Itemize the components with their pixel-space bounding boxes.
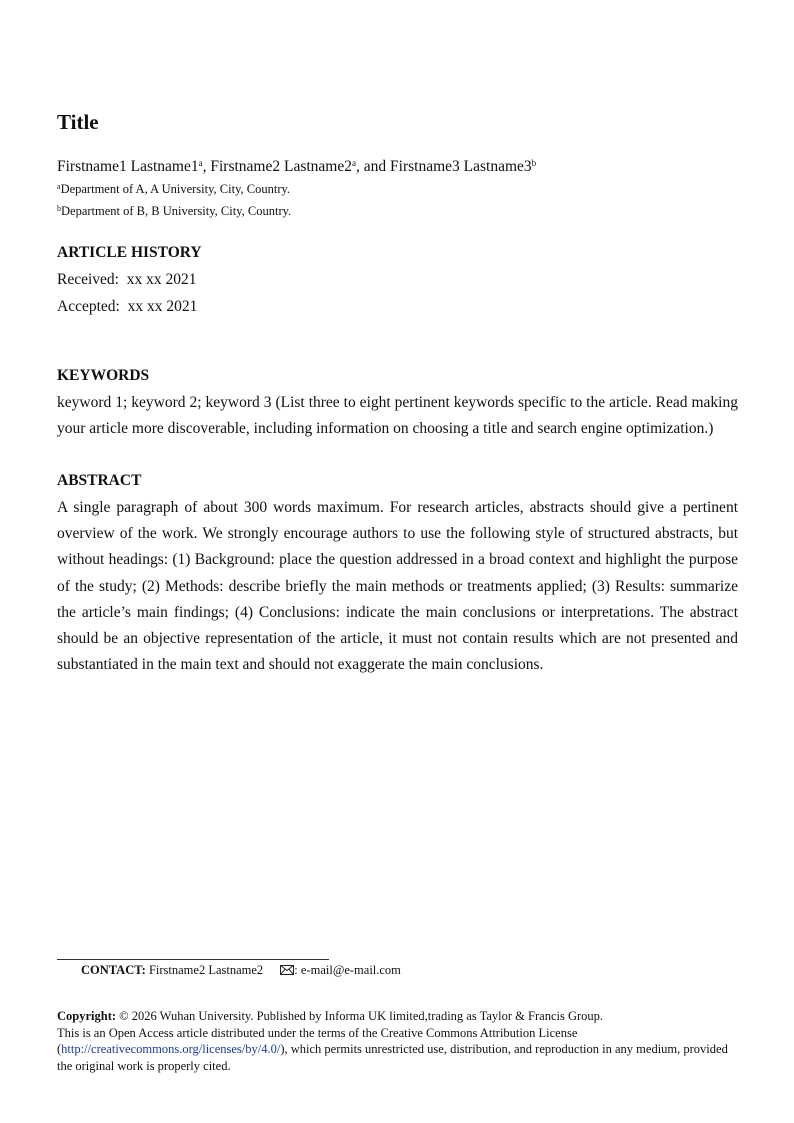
footnote-rule bbox=[57, 959, 329, 960]
copyright-notice bbox=[57, 1008, 738, 1074]
keywords-heading: KEYWORDS bbox=[57, 367, 150, 384]
contact-email: : e-mail@e-mail.com bbox=[294, 963, 401, 977]
affiliation-text: Department of A, A University, City, Country. bbox=[60, 182, 291, 196]
affiliation-mark: b bbox=[531, 158, 537, 168]
contact-label: CONTACT: bbox=[81, 963, 146, 977]
contact-name: Firstname2 Lastname2 bbox=[148, 963, 264, 977]
abstract-text: A single paragraph of about 300 words maximum. For research articles, abstracts should give a pertinent overview of the work. We strongly encourage authors to use the following style of structured abstracts, but without headings: (1) Background: place the question addressed in a broad context and highlight the purpose of the study; (2) Methods: describe briefly the main methods or treatments applied; (3) Results: summarize the article’s main findings; (4) Conclusions: indicate the main conclusions or interpretations. The abstract should be an objective representation of the article, it must not contain results which are not presented and substantiated in the main text and should not exaggerate the main conclusions. bbox=[57, 499, 738, 674]
affiliation-mark: b bbox=[57, 204, 61, 213]
author-separator: , and bbox=[356, 158, 391, 175]
author-list bbox=[57, 158, 536, 176]
affiliation-a bbox=[57, 182, 290, 197]
affiliation-text: Department of B, B University, City, Country. bbox=[61, 204, 292, 218]
accepted-date: Accepted: xx xx 2021 bbox=[57, 298, 198, 315]
affiliation-mark: a bbox=[198, 158, 203, 168]
affiliation-mark: a bbox=[352, 158, 356, 168]
copyright-label: Copyright: bbox=[57, 1009, 117, 1023]
license-link[interactable]: http://creativecommons.org/licenses/by/4.0/ bbox=[61, 1042, 281, 1056]
copyright-line: © 2026 Wuhan University. Published by Informa UK limited,trading as Taylor & Francis Group. bbox=[116, 1009, 604, 1023]
envelope-icon bbox=[280, 964, 294, 979]
abstract-heading: ABSTRACT bbox=[57, 472, 142, 489]
author-name: Firstname2 Lastname2 bbox=[210, 158, 352, 175]
paren: ( bbox=[57, 1042, 62, 1056]
affiliation-mark: a bbox=[57, 182, 61, 191]
license-terms: ), which permits unrestricted use, distribution, and reproduction in any medium, provided the original work is properly cited. bbox=[57, 1042, 728, 1073]
affiliation-b bbox=[57, 204, 291, 219]
contact-footnote bbox=[81, 963, 401, 979]
article-history-heading: ARTICLE HISTORY bbox=[57, 244, 202, 261]
author-separator: , bbox=[202, 158, 211, 175]
paper-title: Title bbox=[57, 110, 99, 134]
license-text: This is an Open Access article distributed under the terms of the Creative Commons Attribution License bbox=[57, 1025, 578, 1040]
author-name: Firstname3 Lastname3 bbox=[390, 158, 532, 175]
author-name: Firstname1 Lastname1 bbox=[57, 158, 199, 175]
received-date: Received: xx xx 2021 bbox=[57, 271, 197, 288]
keywords-text: keyword 1; keyword 2; keyword 3 (List three to eight pertinent keywords specific to the article. Read making your article more discoverable, including information on choosing a title and search engine optimization.) bbox=[57, 394, 738, 438]
